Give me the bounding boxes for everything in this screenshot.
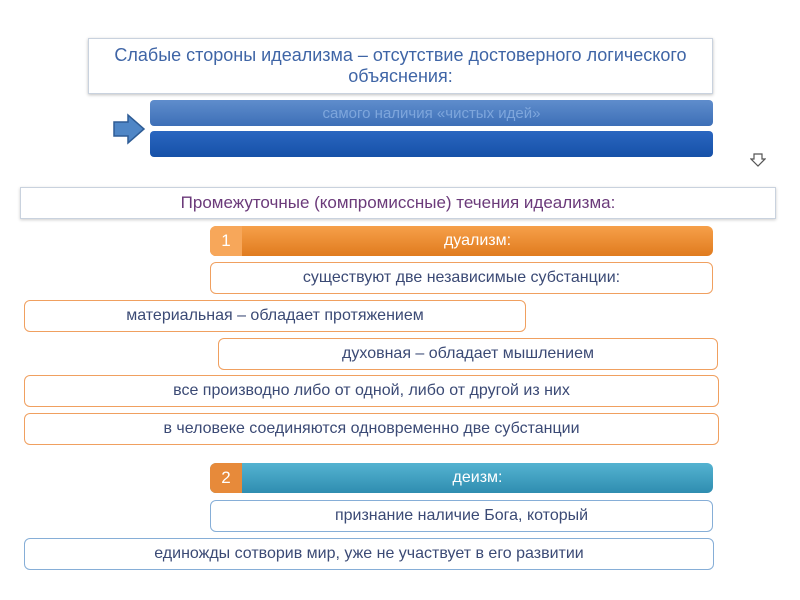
second-blue-bar	[150, 131, 713, 157]
arrow-down-icon	[750, 153, 766, 167]
deism-number: 2	[210, 463, 242, 493]
arrow-right-icon	[112, 113, 146, 145]
intermediate-title: Промежуточные (компромиссные) течения идеализма:	[20, 187, 776, 219]
dualism-item-spiritual: духовная – обладает мышлением	[218, 338, 718, 370]
idealism-title: Слабые стороны идеализма – отсутствие достоверного логического объяснения:	[88, 38, 713, 94]
deism-title: деизм:	[452, 469, 503, 486]
pure-ideas-bar	[150, 100, 713, 126]
deism-item-god: признание наличие Бога, который	[210, 500, 713, 532]
dualism-title: дуализм:	[443, 232, 512, 249]
dualism-item-material: материальная – обладает протяжением	[24, 300, 526, 332]
pure-ideas-text: самого наличия «чистых идей»	[322, 104, 541, 122]
dualism-item-substances: существуют две независимые субстанции:	[210, 262, 713, 294]
deism-header	[210, 463, 713, 493]
deism-item-world: единожды сотворив мир, уже не участвует в его развитии	[24, 538, 714, 570]
dualism-header	[210, 226, 713, 256]
dualism-item-derived: все производно либо от одной, либо от другой из них	[24, 375, 719, 407]
dualism-item-human: в человеке соединяются одновременно две субстанции	[24, 413, 719, 445]
dualism-number: 1	[210, 226, 242, 256]
